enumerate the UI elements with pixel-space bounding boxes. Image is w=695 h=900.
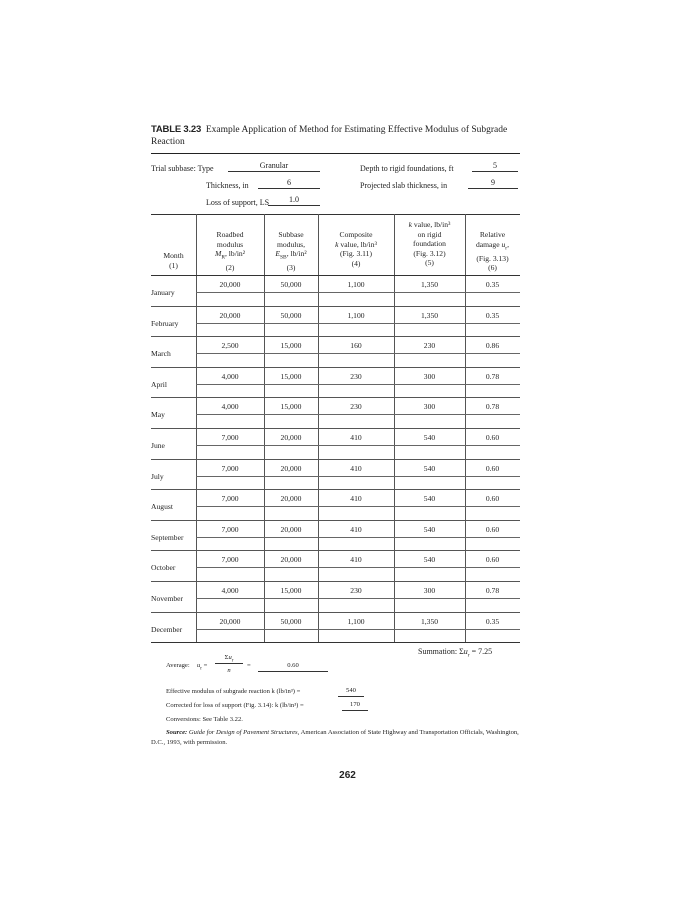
header-rigid xyxy=(394,220,465,268)
header-subbase-l2: modulus, xyxy=(276,239,306,249)
month-label: August xyxy=(151,502,173,512)
cell-roadbed: 7,000 xyxy=(221,524,239,534)
header-rigid-l3: foundation xyxy=(413,239,446,248)
average-symbol: $u_r$ = xyxy=(197,662,208,672)
cell-damage: 0.78 xyxy=(485,402,500,412)
slab-value: 9 xyxy=(468,178,518,189)
cell-composite: 410 xyxy=(350,433,362,442)
cell-composite: 410 xyxy=(350,463,362,473)
cell-roadbed: 20,000 xyxy=(219,616,241,626)
header-rigid-l4: (Fig. 3.12) xyxy=(413,248,446,258)
cell-damage: 0.35 xyxy=(485,280,500,289)
row-separator xyxy=(151,550,520,551)
month-label: June xyxy=(151,441,165,450)
source-label: Source: xyxy=(166,729,188,736)
cell-rigid: 540 xyxy=(423,494,436,504)
cell-composite: 1,100 xyxy=(347,616,365,626)
thickness-label: Thickness, in xyxy=(206,181,249,190)
month-label: May xyxy=(151,410,165,420)
row-separator xyxy=(151,336,520,337)
loss-label: Loss of support, LS xyxy=(206,198,270,207)
cell-subbase: 50,000 xyxy=(280,310,302,320)
month-label: September xyxy=(151,532,184,542)
cell-roadbed: 7,000 xyxy=(221,433,239,442)
cell-composite: 230 xyxy=(350,402,362,412)
row-inner-rule xyxy=(196,384,520,385)
cell-composite: 410 xyxy=(350,555,362,565)
row-separator xyxy=(151,306,520,307)
month-label: November xyxy=(151,594,184,603)
header-month xyxy=(151,251,196,270)
row-separator xyxy=(151,397,520,398)
row-inner-rule xyxy=(196,323,520,324)
cell-rigid: 1,350 xyxy=(420,280,439,289)
row-separator xyxy=(151,612,520,613)
cell-rigid: 540 xyxy=(423,524,436,534)
row-inner-rule xyxy=(196,476,520,477)
cell-damage: 0.60 xyxy=(485,463,500,473)
row-inner-rule xyxy=(196,506,520,507)
cell-damage: 0.60 xyxy=(485,494,500,504)
cell-subbase: 15,000 xyxy=(280,371,302,381)
month-label: December xyxy=(151,624,183,634)
cell-rigid: 1,350 xyxy=(420,616,439,626)
row-inner-rule xyxy=(196,629,520,630)
cell-composite: 410 xyxy=(350,494,362,504)
row-inner-rule xyxy=(196,537,520,538)
cell-subbase: 20,000 xyxy=(280,555,302,565)
cell-roadbed: 7,000 xyxy=(221,494,239,504)
header-month-num: (1) xyxy=(169,260,178,270)
cell-composite: 160 xyxy=(350,341,362,351)
top-rule xyxy=(151,153,520,154)
cell-roadbed: 4,000 xyxy=(221,371,239,381)
cell-rigid: 300 xyxy=(423,402,436,412)
average-numerator: $\Sigma u_r$ xyxy=(215,654,243,664)
month-label: October xyxy=(151,563,176,573)
row-separator xyxy=(151,489,520,490)
header-composite-num: (4) xyxy=(351,258,361,268)
header-damage-num: (6) xyxy=(488,263,497,273)
thickness-value: 6 xyxy=(258,178,320,189)
cell-subbase: 50,000 xyxy=(280,280,302,289)
month-label: January xyxy=(151,288,175,297)
cell-roadbed: 4,000 xyxy=(221,402,239,412)
header-roadbed xyxy=(196,230,264,273)
header-subbase-l3: $E_{SB}$, lb/in² xyxy=(275,249,307,261)
page-number: 262 xyxy=(339,770,356,781)
cell-subbase: 20,000 xyxy=(280,463,302,473)
cell-damage: 0.60 xyxy=(485,524,500,534)
cell-damage: 0.86 xyxy=(485,341,500,351)
month-label: February xyxy=(151,318,179,328)
cell-damage: 0.60 xyxy=(485,555,500,565)
header-roadbed-l3: $M_R$, lb/in² xyxy=(215,249,245,261)
row-inner-rule xyxy=(196,445,520,446)
cell-damage: 0.35 xyxy=(485,616,500,626)
row-inner-rule xyxy=(196,598,520,599)
header-bottom-rule xyxy=(151,275,520,276)
header-rigid-l1: k value, lb/in³ xyxy=(408,220,451,229)
cell-composite: 230 xyxy=(350,371,362,381)
header-roadbed-l1: Roadbed xyxy=(216,230,244,239)
header-composite xyxy=(318,230,394,268)
conversions-note: Conversions: See Table 3.22. xyxy=(166,716,243,723)
corrected-value: 170 xyxy=(342,700,368,711)
row-inner-rule xyxy=(196,414,520,415)
header-subbase xyxy=(264,230,318,273)
summation-value: 7.25 xyxy=(478,647,493,656)
source-note xyxy=(151,728,523,747)
average-value: 0.60 xyxy=(258,661,328,672)
header-rigid-num: (5) xyxy=(425,258,434,267)
cell-subbase: 15,000 xyxy=(280,402,302,412)
average-denominator: n xyxy=(227,667,231,674)
cell-subbase: 20,000 xyxy=(280,494,302,504)
row-separator xyxy=(151,520,520,521)
average-label: Average: xyxy=(166,662,190,669)
effective-value: 540 xyxy=(338,686,364,697)
trial-subbase-label: Trial subbase: Type xyxy=(151,164,214,173)
average-equals: = xyxy=(247,662,251,669)
header-rigid-l2: on rigid xyxy=(417,229,442,239)
header-roadbed-num: (2) xyxy=(225,263,235,273)
slab-label: Projected slab thickness, in xyxy=(360,181,448,190)
cell-subbase: 15,000 xyxy=(280,341,302,351)
cell-roadbed: 4,000 xyxy=(221,586,239,595)
month-label: April xyxy=(151,379,168,389)
cell-damage: 0.78 xyxy=(485,586,500,595)
cell-subbase: 20,000 xyxy=(280,524,302,534)
cell-damage: 0.35 xyxy=(485,310,500,320)
cell-composite: 230 xyxy=(350,586,362,595)
cell-roadbed: 20,000 xyxy=(219,280,241,289)
loss-value: 1.0 xyxy=(268,195,320,206)
header-damage-l2: damage $u_r$, xyxy=(475,239,510,252)
cell-rigid: 540 xyxy=(423,433,436,442)
corrected-label: Corrected for loss of support (Fig. 3.14): k (lb/in³) = xyxy=(166,702,304,709)
month-label: March xyxy=(151,349,171,359)
cell-rigid: 300 xyxy=(423,371,436,381)
row-separator xyxy=(151,581,520,582)
cell-subbase: 15,000 xyxy=(280,586,302,595)
cell-subbase: 50,000 xyxy=(280,616,302,626)
header-roadbed-l2: modulus xyxy=(216,239,244,249)
cell-roadbed: 2,500 xyxy=(221,341,239,351)
summation-label: Summation: xyxy=(418,647,458,656)
row-separator xyxy=(151,367,520,368)
table-label: TABLE 3.23 xyxy=(151,124,202,135)
cell-composite: 410 xyxy=(350,524,362,534)
cell-roadbed: 7,000 xyxy=(221,463,239,473)
cell-rigid: 230 xyxy=(423,341,436,351)
header-damage-l1: Relative xyxy=(479,230,506,239)
header-subbase-l1: Subbase xyxy=(278,230,304,239)
row-inner-rule xyxy=(196,567,520,568)
header-composite-l3: (Fig. 3.11) xyxy=(340,249,372,258)
month-label: July xyxy=(151,471,164,481)
summation: Summation: $\Sigma u_r = 7.25$ xyxy=(418,647,493,659)
effective-label: Effective modulus of subgrade reaction k (lb/in³) = xyxy=(166,688,301,695)
cell-damage: 0.60 xyxy=(485,433,500,442)
type-value: Granular xyxy=(228,161,320,172)
cell-subbase: 20,000 xyxy=(280,433,302,442)
header-composite-l1: Composite xyxy=(339,230,373,239)
row-inner-rule xyxy=(196,353,520,354)
cell-roadbed: 20,000 xyxy=(219,310,241,320)
source-rest: American Association of State Highway and Transportation Officials, Washington, D.C., 1993, with permission. xyxy=(151,729,519,746)
table-title: Example Application of Method for Estimating Effective Modulus of Subgrade Reaction xyxy=(151,125,508,147)
cell-composite: 1,100 xyxy=(347,280,365,289)
table-caption xyxy=(151,124,531,148)
cell-rigid: 540 xyxy=(423,463,436,473)
depth-value: 5 xyxy=(472,161,518,172)
cell-rigid: 540 xyxy=(423,555,436,565)
cell-roadbed: 7,000 xyxy=(221,555,239,565)
row-separator xyxy=(151,459,520,460)
cell-rigid: 300 xyxy=(423,586,436,595)
header-month-text: Month xyxy=(163,251,184,260)
table-bottom-rule xyxy=(151,642,520,643)
cell-rigid: 1,350 xyxy=(420,310,439,320)
source-title: Guide for Design of Pavement Structures, xyxy=(188,729,300,736)
depth-label: Depth to rigid foundations, ft xyxy=(360,164,454,173)
header-damage xyxy=(465,230,520,273)
header-composite-l2: k value, lb/in³ xyxy=(335,239,377,249)
cell-damage: 0.78 xyxy=(485,371,500,381)
header-subbase-num: (3) xyxy=(286,263,296,273)
header-damage-l3: (Fig. 3.13) xyxy=(476,253,509,263)
cell-composite: 1,100 xyxy=(347,310,365,320)
row-separator xyxy=(151,428,520,429)
row-inner-rule xyxy=(196,292,520,293)
